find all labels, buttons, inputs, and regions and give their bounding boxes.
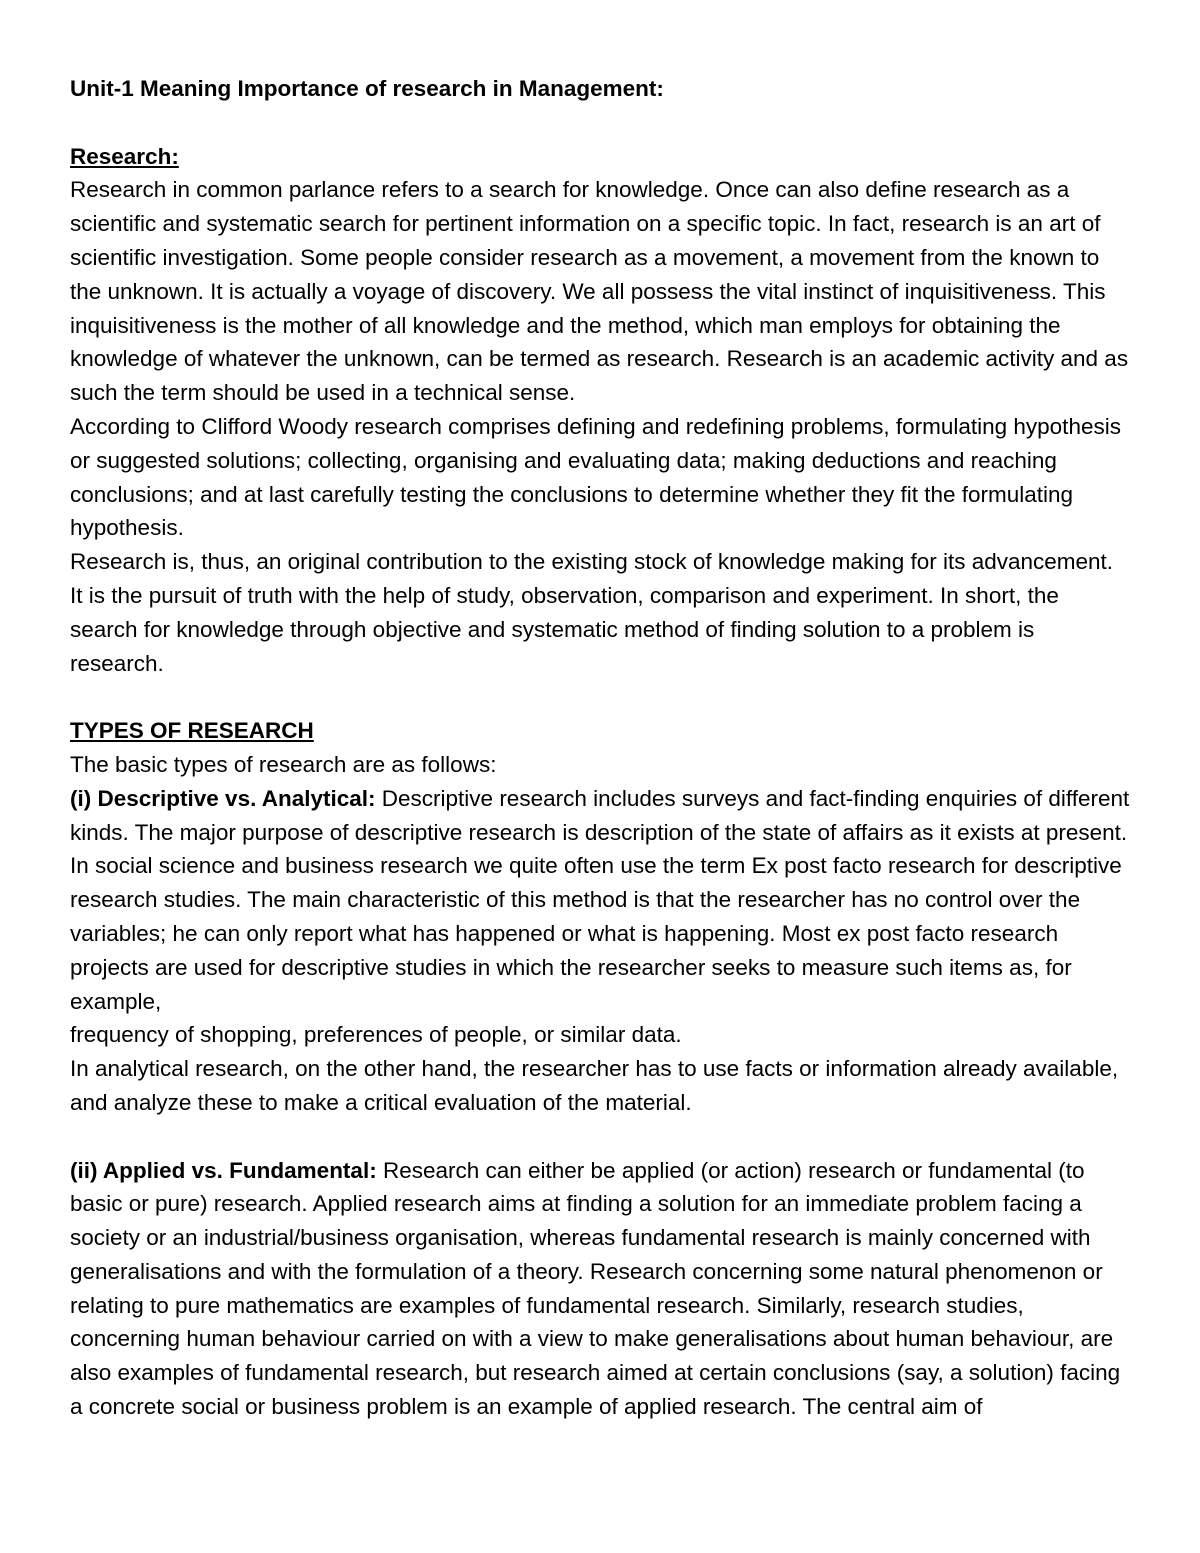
blank-line	[70, 106, 1130, 140]
document-page	[70, 72, 1130, 1424]
applied-text: Research can either be applied (or action) research or fundamental (to basic or pure) research. Applied research aims at finding a solution for an immediate problem facing a society or an industrial/business organisation, whereas fundamental research is mainly concerned with generalisations and with the formulation of a theory. Research concerning some natural phenomenon or relating to pure mathematics are examples of fundamental research. Similarly, research studies, concerning human behaviour carried on with a view to make generalisations about human behaviour, are also examples of fundamental research, but research aimed at certain conclusions (say, a solution) facing a concrete social or business problem is an example of applied research. The central aim of	[70, 1157, 1121, 1420]
analytical-paragraph: In analytical research, on the other hand, the researcher has to use facts or information already available, and analyze these to make a critical evaluation of the material.	[70, 1056, 1119, 1115]
descriptive-text: Descriptive research includes surveys and fact-finding enquiries of different kinds. The major purpose of descriptive research is description of the state of affairs as it exists at present. In social science and business research we quite often use the term Ex post facto research for descriptive research studies. The main characteristic of this method is that the researcher has no control over the variables; he can only report what has happened or what is happening. Most ex post facto research projects are used for descriptive studies in which the researcher seeks to measure such items as, for example,	[70, 785, 1130, 1014]
applied-label: (ii) Applied vs. Fundamental:	[70, 1157, 377, 1183]
descriptive-continuation: frequency of shopping, preferences of people, or similar data.	[70, 1022, 682, 1048]
blank-line	[70, 680, 1130, 714]
types-intro: The basic types of research are as follows:	[70, 751, 497, 777]
descriptive-label: (i) Descriptive vs. Analytical:	[70, 785, 376, 811]
blank-line	[70, 1120, 1130, 1154]
research-paragraph-woody: According to Clifford Woody research comprises defining and redefining problems, formulating hypothesis or suggested solutions; collecting, organising and evaluating data; making deductions and reaching conclusions; and at last carefully testing the conclusions to determine whether they fit the formulating hypothesis.	[70, 413, 1121, 541]
research-paragraph-contribution: Research is, thus, an original contribution to the existing stock of knowledge making for its advancement. It is the pursuit of truth with the help of study, observation, comparison and experiment. In short, the search for knowledge through objective and systematic method of finding solution to a problem is research.	[70, 549, 1114, 676]
research-paragraph-definition: Research in common parlance refers to a search for knowledge. Once can also define research as a scientific and systematic search for pertinent information on a specific topic. In fact, research is an art of scientific investigation. Some people consider research as a movement, a movement from the known to the unknown. It is actually a voyage of discovery. We all possess the vital instinct of inquisitiveness. This inquisitiveness is the mother of all knowledge and the method, which man employs for obtaining the knowledge of whatever the unknown, can be termed as research. Research is an academic activity and as such the term should be used in a technical sense.	[70, 177, 1129, 406]
applied-paragraph	[70, 1154, 1130, 1424]
descriptive-paragraph	[70, 782, 1130, 1019]
types-heading: TYPES OF RESEARCH	[70, 718, 314, 744]
document-title: Unit-1 Meaning Importance of research in Management:	[70, 76, 664, 101]
research-heading: Research:	[70, 143, 179, 169]
